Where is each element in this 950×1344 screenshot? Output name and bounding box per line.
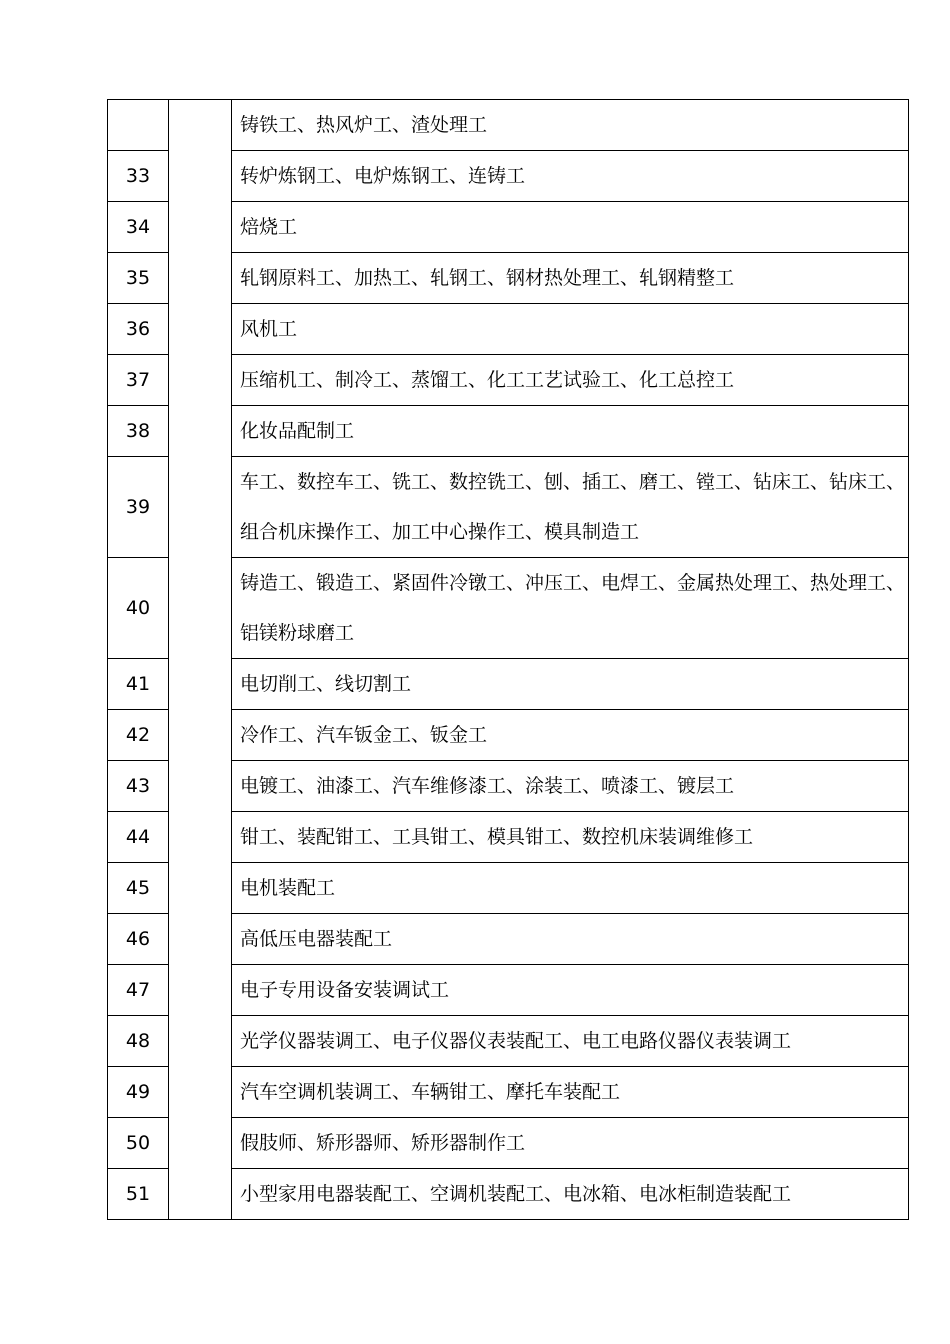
occupation-text: 铸铁工、热风炉工、渣处理工 bbox=[240, 114, 488, 136]
row-number-cell: 49 bbox=[108, 1067, 169, 1118]
occupation-text: 铸造工、锻造工、紧固件冷镦工、冲压工、电焊工、金属热处理工、热处理工、 bbox=[240, 572, 906, 594]
row-number-cell: 35 bbox=[108, 253, 169, 304]
occupation-text: 风机工 bbox=[240, 318, 298, 340]
row-number-cell: 36 bbox=[108, 304, 169, 355]
row-number-cell: 50 bbox=[108, 1118, 169, 1169]
occupation-cell bbox=[232, 710, 909, 761]
occupation-text: 组合机床操作工、加工中心操作工、模具制造工 bbox=[240, 521, 640, 543]
occupation-text: 铝镁粉球磨工 bbox=[240, 622, 355, 644]
row-number-cell: 43 bbox=[108, 761, 169, 812]
occupation-text: 电镀工、油漆工、汽车维修漆工、涂装工、喷漆工、镀层工 bbox=[240, 775, 735, 797]
occupation-cell bbox=[232, 202, 909, 253]
row-number-cell: 47 bbox=[108, 965, 169, 1016]
occupation-text: 车工、数控车工、铣工、数控铣工、刨、插工、磨工、镗工、钻床工、钻床工、 bbox=[240, 471, 906, 493]
occupation-cell bbox=[232, 253, 909, 304]
occupation-cell bbox=[232, 100, 909, 151]
occupation-text: 电切削工、线切割工 bbox=[240, 673, 412, 695]
occupation-text: 压缩机工、制冷工、蒸馏工、化工工艺试验工、化工总控工 bbox=[240, 369, 735, 391]
occupation-text: 焙烧工 bbox=[240, 216, 298, 238]
occupation-cell bbox=[232, 1169, 909, 1220]
row-number-cell: 37 bbox=[108, 355, 169, 406]
occupation-text: 冷作工、汽车钣金工、钣金工 bbox=[240, 724, 488, 746]
occupation-cell bbox=[232, 812, 909, 863]
table-body bbox=[108, 100, 909, 1220]
row-number-cell: 44 bbox=[108, 812, 169, 863]
occupation-cell bbox=[232, 151, 909, 202]
occupation-text: 光学仪器装调工、电子仪器仪表装配工、电工电路仪器仪表装调工 bbox=[240, 1030, 792, 1052]
row-number-cell: 42 bbox=[108, 710, 169, 761]
occupation-cell bbox=[232, 659, 909, 710]
occupation-text: 假肢师、矫形器师、矫形器制作工 bbox=[240, 1132, 526, 1154]
category-cell bbox=[169, 100, 232, 1220]
occupation-text: 汽车空调机装调工、车辆钳工、摩托车装配工 bbox=[240, 1081, 621, 1103]
row-number-cell bbox=[108, 100, 169, 151]
occupation-cell bbox=[232, 761, 909, 812]
occupation-text: 小型家用电器装配工、空调机装配工、电冰箱、电冰柜制造装配工 bbox=[240, 1183, 792, 1205]
row-number-cell: 34 bbox=[108, 202, 169, 253]
row-number-cell: 33 bbox=[108, 151, 169, 202]
occupation-cell bbox=[232, 304, 909, 355]
row-number-cell: 45 bbox=[108, 863, 169, 914]
row-number-cell: 40 bbox=[108, 558, 169, 659]
row-number-cell: 39 bbox=[108, 457, 169, 558]
occupation-text: 钳工、装配钳工、工具钳工、模具钳工、数控机床装调维修工 bbox=[240, 826, 754, 848]
table-row bbox=[108, 100, 909, 151]
occupation-cell bbox=[232, 1118, 909, 1169]
row-number-cell: 41 bbox=[108, 659, 169, 710]
row-number-cell: 38 bbox=[108, 406, 169, 457]
occupation-text: 轧钢原料工、加热工、轧钢工、钢材热处理工、轧钢精整工 bbox=[240, 267, 735, 289]
occupation-cell bbox=[232, 965, 909, 1016]
occupation-cell bbox=[232, 406, 909, 457]
occupation-text: 电子专用设备安装调试工 bbox=[240, 979, 450, 1001]
occupation-cell bbox=[232, 457, 909, 558]
row-number-cell: 48 bbox=[108, 1016, 169, 1067]
occupation-cell bbox=[232, 863, 909, 914]
occupation-table bbox=[107, 99, 909, 1220]
occupation-cell bbox=[232, 1067, 909, 1118]
row-number-cell: 51 bbox=[108, 1169, 169, 1220]
occupation-cell bbox=[232, 914, 909, 965]
row-number-cell: 46 bbox=[108, 914, 169, 965]
occupation-text: 电机装配工 bbox=[240, 877, 336, 899]
occupation-text: 高低压电器装配工 bbox=[240, 928, 393, 950]
occupation-cell bbox=[232, 558, 909, 659]
occupation-text: 转炉炼钢工、电炉炼钢工、连铸工 bbox=[240, 165, 526, 187]
occupation-cell bbox=[232, 1016, 909, 1067]
occupation-cell bbox=[232, 355, 909, 406]
occupation-text: 化妆品配制工 bbox=[240, 420, 355, 442]
